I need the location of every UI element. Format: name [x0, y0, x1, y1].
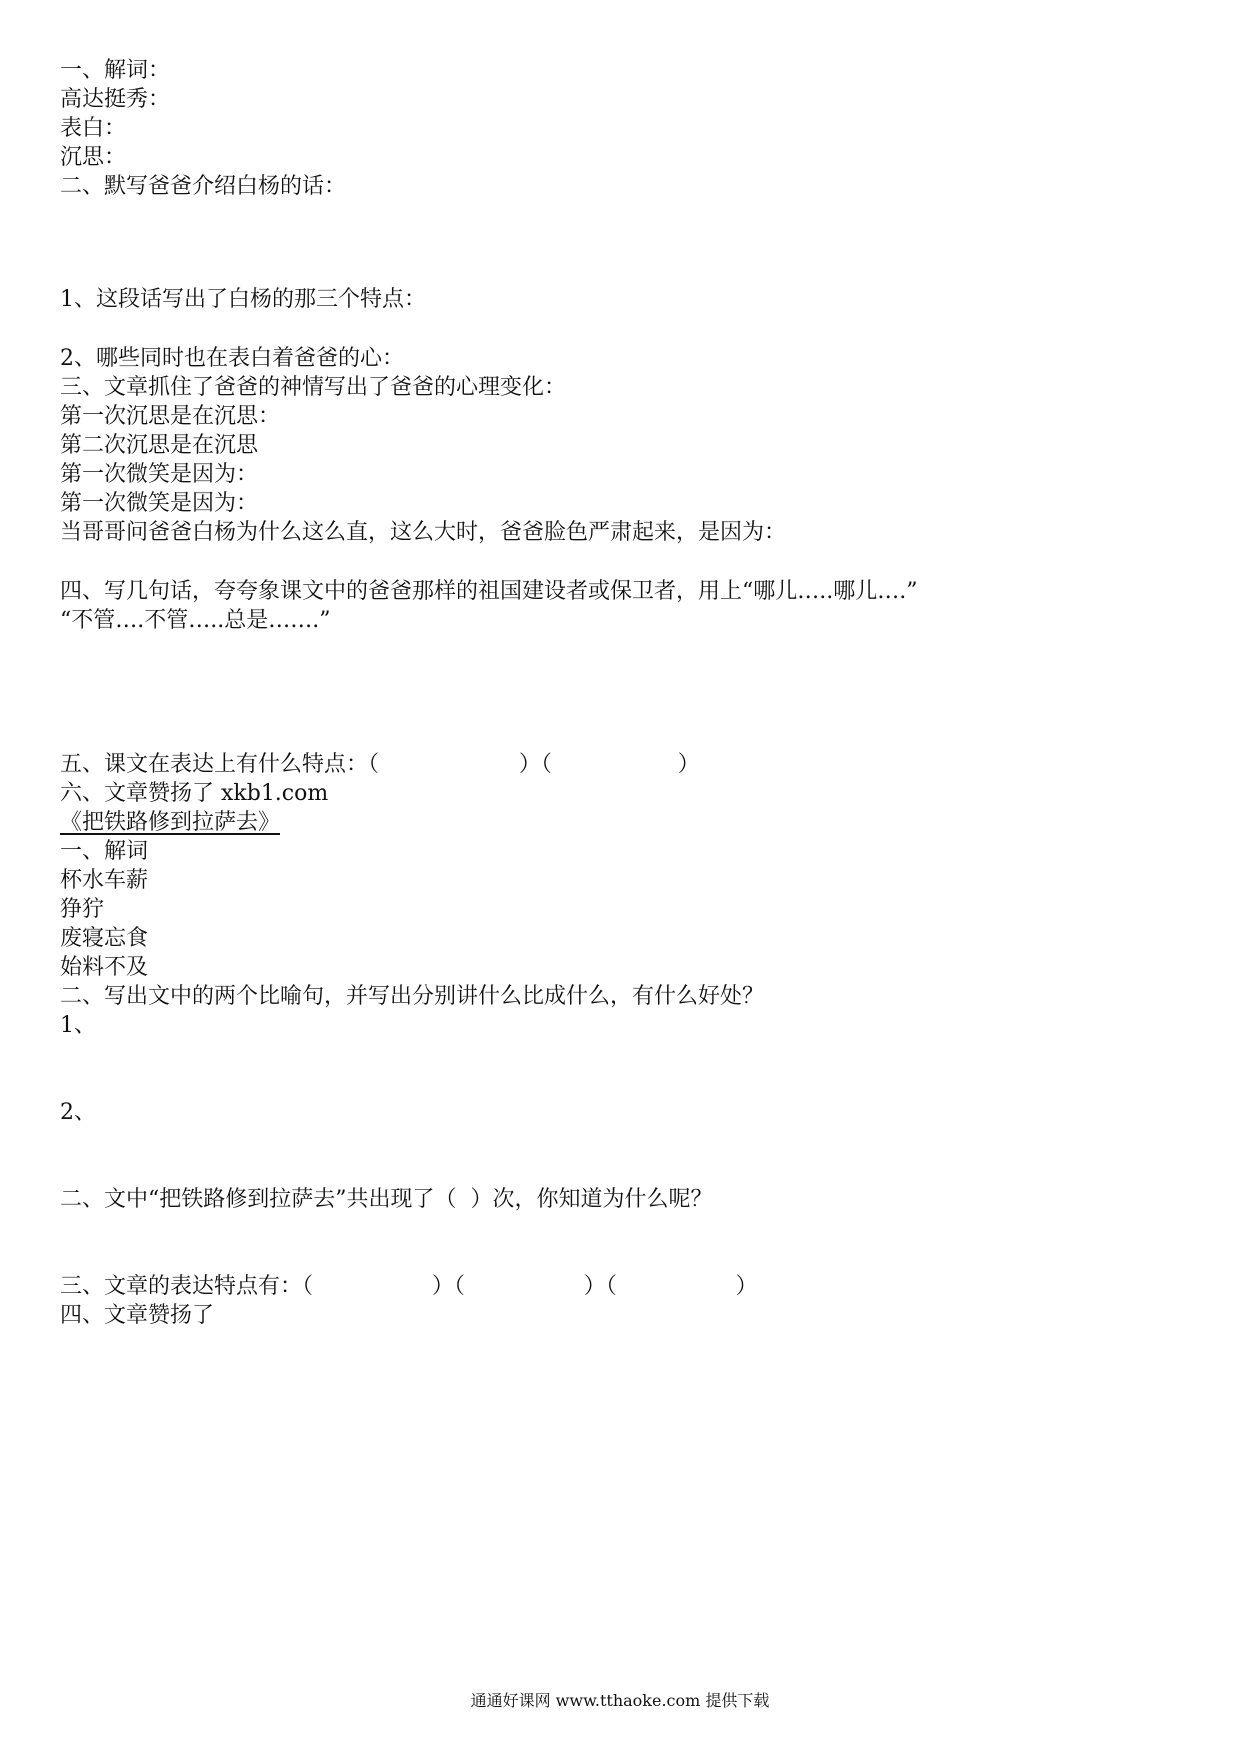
question-dictation: 二、默写爸爸介绍白杨的话：: [60, 174, 347, 199]
question-features-blanks: 三、文章的表达特点有：（ ）（ ）（ ）: [60, 1274, 758, 1299]
question-expression: 三、文章抓住了爸爸的神情写出了爸爸的心理变化：: [60, 375, 567, 400]
vocab-word: 废寝忘食: [60, 926, 149, 951]
metaphor-item: 1、: [60, 1013, 96, 1038]
lesson-title: 《把铁路修到拉萨去》: [60, 810, 281, 835]
vocab-word: 高达挺秀：: [60, 87, 171, 112]
expression-item: 第一次微笑是因为：: [60, 491, 259, 516]
vocab-heading: 一、解词: [60, 839, 149, 864]
question-praise: 四、文章赞扬了: [60, 1303, 215, 1328]
question-repetition: 二、文中“把铁路修到拉萨去”共出现了（ ）次，你知道为什么呢？: [60, 1187, 713, 1212]
expression-item: 第一次微笑是因为：: [60, 462, 259, 487]
question-praise: 六、文章赞扬了 xkb1.com: [60, 781, 329, 806]
question-features-blanks: 五、课文在表达上有什么特点：（ ）（ ）: [60, 752, 700, 777]
question-heart: 2、哪些同时也在表白着爸爸的心：: [60, 346, 404, 371]
expression-item: 当哥哥问爸爸白杨为什么这么直，这么大时，爸爸脸色严肃起来，是因为：: [60, 520, 787, 545]
vocab-word: 杯水车薪: [60, 868, 149, 893]
question-metaphor: 二、写出文中的两个比喻句，并写出分别讲什么比成什么，有什么好处？: [60, 984, 765, 1009]
vocab-heading: 一、解词：: [60, 58, 171, 83]
vocab-word: 狰狞: [60, 897, 105, 922]
footer-credit: 通通好课网 www.tthaoke.com 提供下载: [470, 1691, 770, 1710]
expression-item: 第一次沉思是在沉思：: [60, 404, 281, 429]
question-writing-cont: “不管….不管…..总是…….”: [60, 608, 331, 633]
question-writing: 四、写几句话，夸夸象课文中的爸爸那样的祖国建设者或保卫者，用上“哪儿…..哪儿….”: [60, 579, 918, 604]
metaphor-item: 2、: [60, 1100, 96, 1125]
question-features: 1、这段话写出了白杨的那三个特点：: [60, 287, 426, 312]
expression-item: 第二次沉思是在沉思: [60, 433, 259, 458]
vocab-word: 表白：: [60, 116, 127, 141]
vocab-word: 沉思：: [60, 145, 127, 170]
vocab-word: 始料不及: [60, 955, 149, 980]
